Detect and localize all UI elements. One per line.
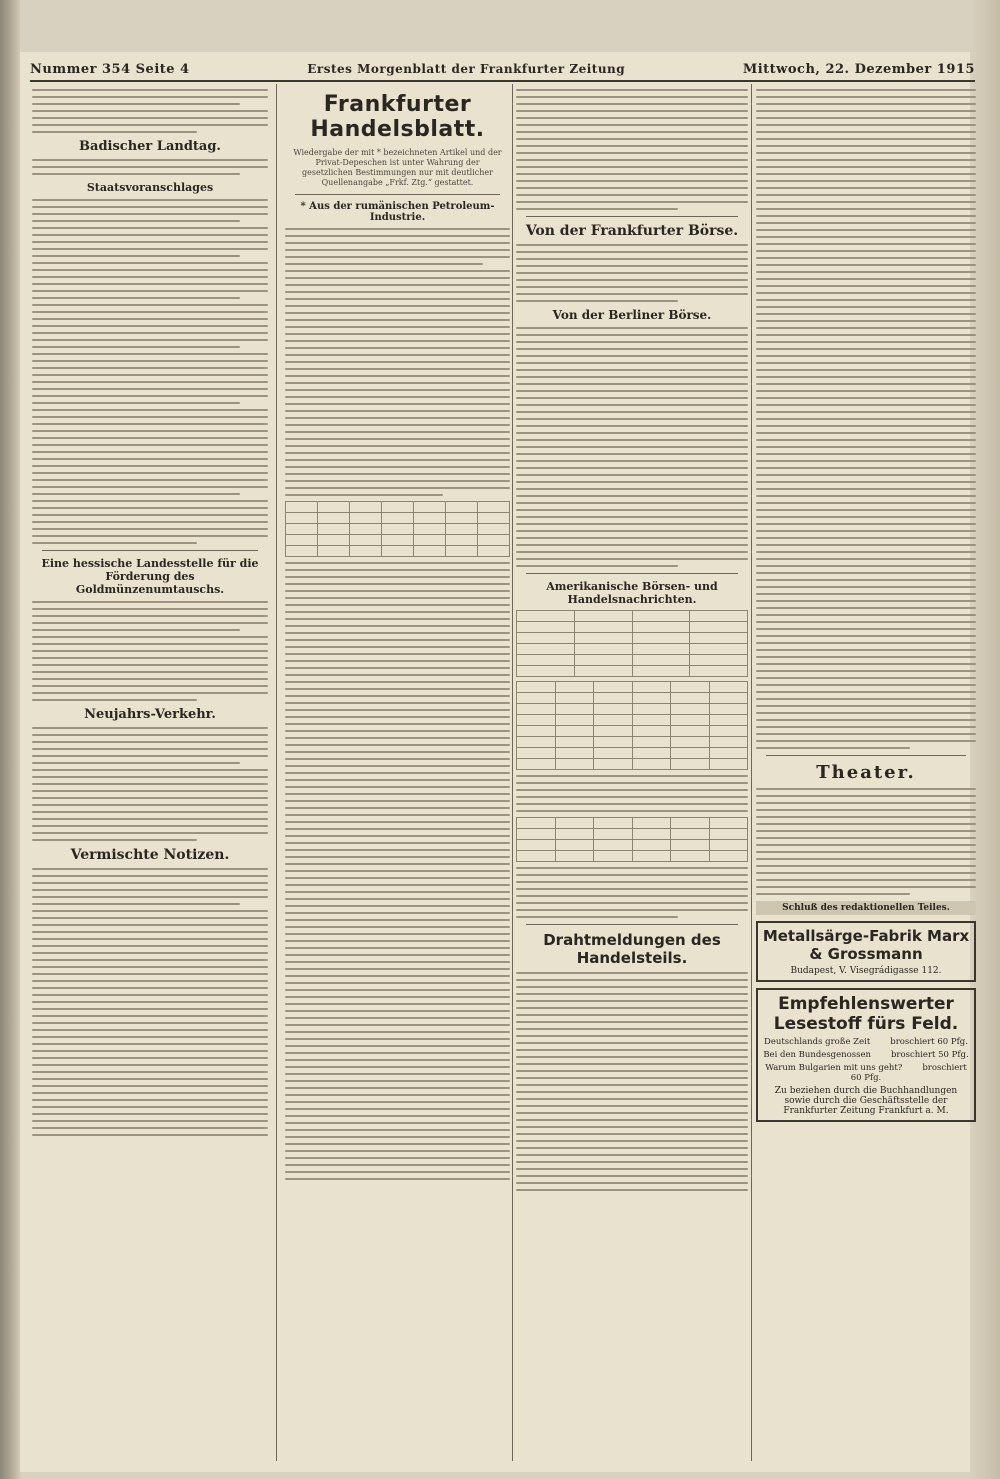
text-block: [32, 199, 268, 544]
column-4: [756, 84, 976, 1461]
header-left: Nummer 354 Seite 4: [30, 61, 190, 77]
header-center: Erstes Morgenblatt der Frankfurter Zeitung: [307, 62, 626, 76]
market-table: [516, 681, 748, 770]
statistics-table: [285, 501, 510, 557]
book-binding-edge: [0, 0, 22, 1479]
ad-address: Budapest, V. Visegrádigasse 112.: [790, 966, 942, 976]
text-block: [516, 244, 748, 302]
page-header: [30, 58, 975, 82]
text-block: [756, 89, 976, 749]
text-block: [32, 868, 268, 1136]
column-rule: [276, 84, 277, 1461]
ad-item: Bei den Bundesgenossen broschiert 50 Pfg.: [763, 1050, 969, 1060]
section-heading: Vermischte Notizen.: [70, 847, 230, 863]
column-rule: [512, 84, 513, 1461]
section-heading: Amerikanische Börsen- und Handelsnachrichten.: [546, 580, 718, 606]
header-right: Mittwoch, 22. Dezember 1915: [742, 61, 975, 77]
column-2: [285, 84, 510, 1461]
ad-item: Deutschlands große Zeit broschiert 60 Pfg.: [764, 1037, 968, 1047]
column-rule: [751, 84, 752, 1461]
text-block: [32, 727, 268, 841]
ad-item: Warum Bulgarien mit uns geht? broschiert 60 Pfg.: [765, 1063, 967, 1083]
section-heading: Neujahrs-Verkehr.: [84, 707, 216, 722]
text-block: [516, 775, 748, 812]
market-table: [516, 610, 748, 677]
text-block: [285, 228, 510, 496]
section-heading: Staatsvoranschlages: [86, 181, 214, 194]
text-block: [32, 601, 268, 701]
section-heading: Eine hessische Landesstelle für die Förderung des Goldmünzenumtauschs.: [41, 557, 259, 596]
text-block: [756, 788, 976, 895]
section-heading: Von der Berliner Börse.: [552, 308, 712, 322]
top-margin: [20, 0, 970, 52]
section-heading: Theater.: [816, 762, 916, 783]
advertisement: [756, 988, 976, 1122]
ad-title: Empfehlenswerter Lesestoff fürs Feld.: [773, 994, 959, 1034]
section-heading: Badischer Landtag.: [79, 139, 221, 154]
article-heading: * Aus der rumänischen Petroleum-Industrie.: [300, 201, 495, 223]
text-block: [516, 867, 748, 918]
section-end-notice: Schluß des redaktionellen Teiles.: [756, 901, 976, 915]
advertisement: [756, 921, 976, 982]
column-3: [516, 84, 748, 1461]
market-table: [516, 817, 748, 862]
section-heading: Von der Frankfurter Börse.: [525, 223, 739, 239]
column-1: [32, 84, 268, 1461]
section-heading: Drahtmeldungen des Handelsteils.: [543, 931, 721, 967]
text-block: [516, 89, 748, 210]
ad-footer: Zu beziehen durch die Buchhandlungen sowie durch die Geschäftsstelle der Frankfurter Zeitung Frankfurt a. M.: [774, 1086, 958, 1116]
section-title: Frankfurter Handelsblatt.: [310, 92, 485, 142]
text-block: [285, 562, 510, 1180]
section-subtitle: Wiedergabe der mit * bezeichneten Artikel und der Privat-Depeschen ist unter Wahrung der gesetzlichen Bestimmungen nur mit deutlicher Quellenangabe „Frkf. Ztg.“ gestattet.: [293, 148, 502, 187]
text-block: [32, 159, 268, 175]
text-block: [32, 89, 268, 133]
text-block: [516, 327, 748, 567]
text-block: [516, 972, 748, 1191]
ad-title: Metallsärge-Fabrik Marx & Grossmann: [762, 927, 970, 963]
